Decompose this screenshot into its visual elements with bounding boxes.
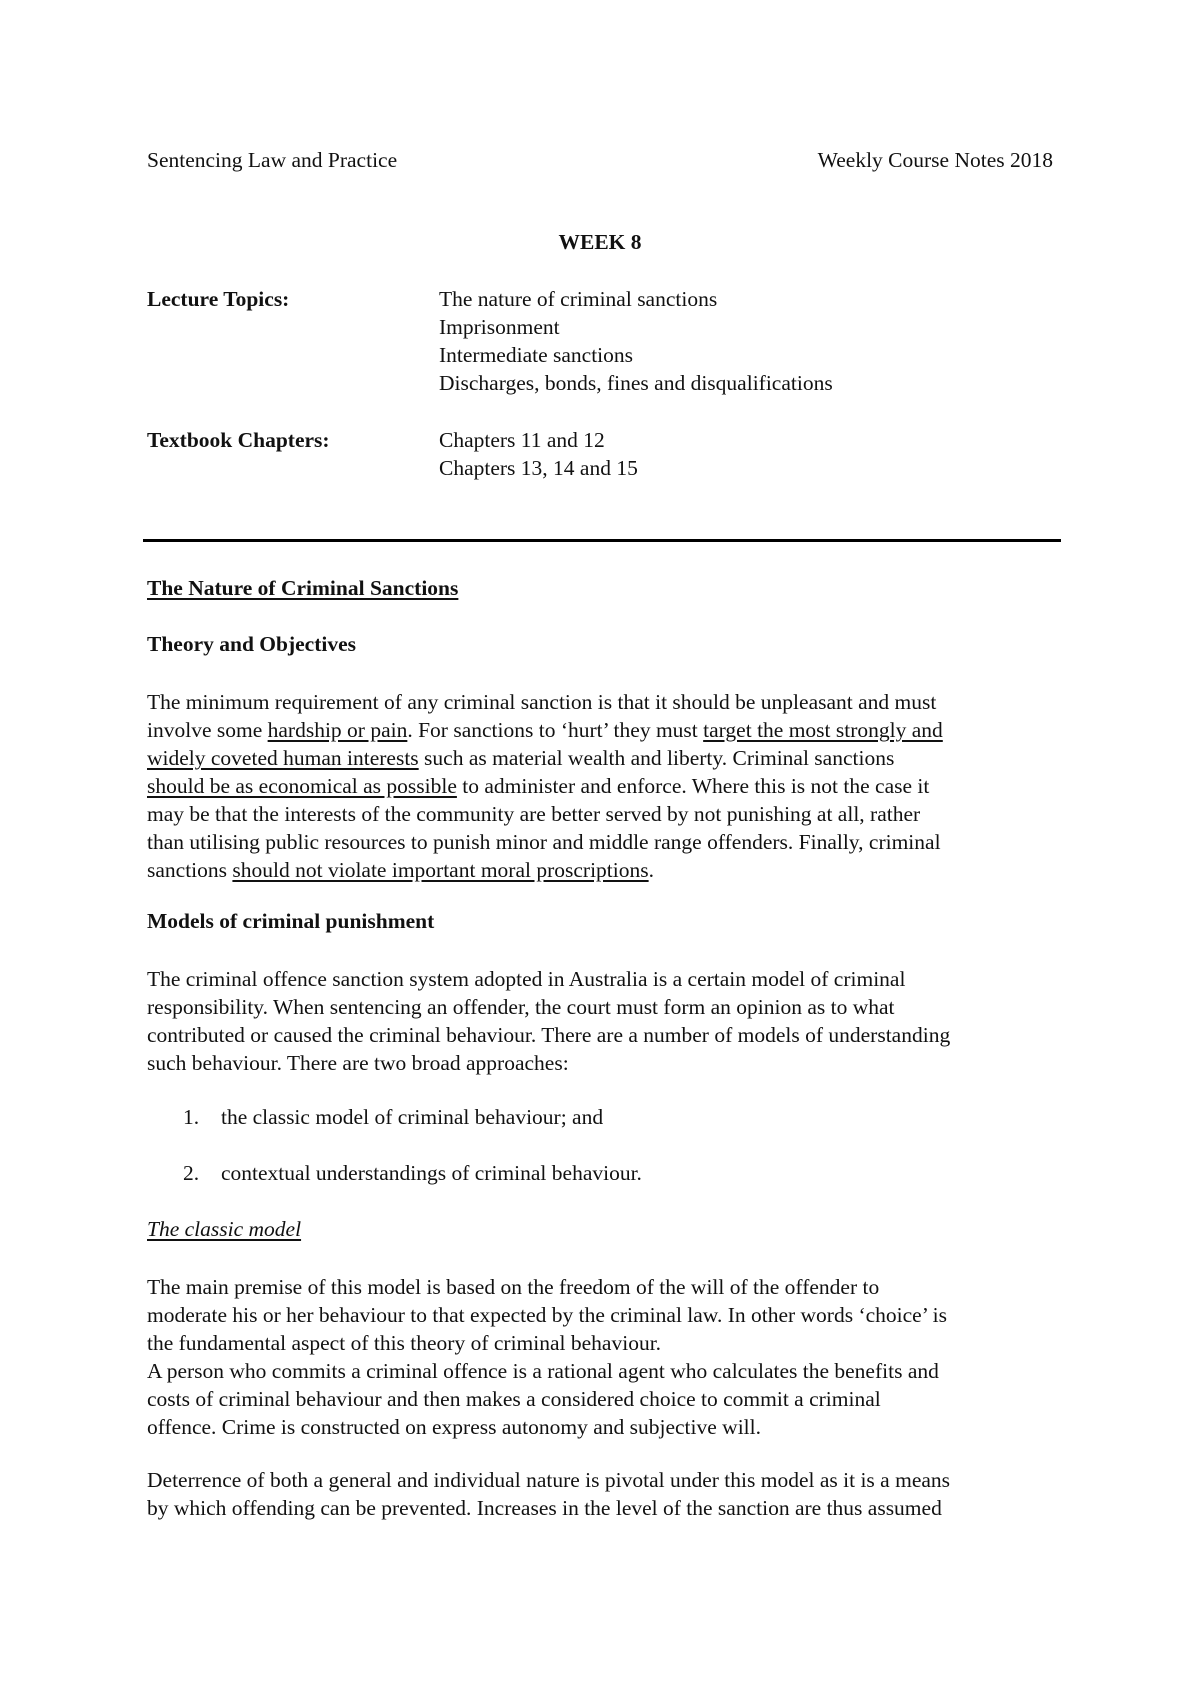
header-course-title: Sentencing Law and Practice: [147, 148, 398, 172]
paragraph-models: The criminal offence sanction system adopted in Australia is a certain model of criminal responsibility. When sentencing an offender, the court must form an opinion as to what contributed or caused the criminal behaviour. There are a number of models of understanding such behaviour. There are two broad approaches:: [147, 967, 951, 1075]
lecture-topics-label: Lecture Topics:: [147, 287, 290, 311]
paragraph-deterrence: Deterrence of both a general and individual nature is pivotal under this model as it is a means by which offending can be prevented. Increases in the level of the sanction are thus assumed: [147, 1468, 951, 1520]
week-title: WEEK 8: [558, 230, 642, 254]
textbook-chapter-item: Chapters 11 and 12: [439, 428, 605, 452]
lecture-topic-item: Discharges, bonds, fines and disqualifications: [439, 371, 833, 395]
section-heading: The Nature of Criminal Sanctions: [147, 576, 459, 600]
lecture-topic-item: The nature of criminal sanctions: [439, 287, 718, 311]
lecture-topic-item: Imprisonment: [439, 315, 560, 339]
list-item: 2. contextual understandings of criminal behaviour.: [183, 1161, 642, 1185]
textbook-chapter-item: Chapters 13, 14 and 15: [439, 456, 638, 480]
subsection-heading: Models of criminal punishment: [147, 909, 435, 933]
subsection-heading-italic: The classic model: [147, 1217, 302, 1241]
textbook-chapters-label: Textbook Chapters:: [147, 428, 330, 452]
paragraph-classic-model: The main premise of this model is based on the freedom of the will of the offender to moderate his or her behaviour to that expected by the criminal law. In other words ‘choice’ is the fundamental aspect of this theory of criminal behaviour. A person who commits a criminal offence is a rational agent who calculates the benefits and costs of criminal behaviour and then makes a considered choice to commit a criminal offence. Crime is constructed on express autonomy and subjective will.: [147, 1275, 947, 1439]
lecture-topic-item: Intermediate sanctions: [439, 343, 634, 367]
subsection-heading: Theory and Objectives: [147, 632, 357, 656]
section-divider: [143, 539, 1061, 542]
list-item: 1. the classic model of criminal behaviour; and: [183, 1105, 604, 1129]
header-notes-label: Weekly Course Notes 2018: [817, 148, 1053, 172]
paragraph-theory: The minimum requirement of any criminal sanction is that it should be unpleasant and must involve some hardship or pain. For sanctions to ‘hurt’ they must target the most strongly and widely coveted human interests such as material wealth and liberty. Criminal sanctions should be as economical as possible to administer and enforce. Where this is not the case it may be that the interests of the community are better served by not punishing at all, rather than utilising public resources to punish minor and middle range offenders. Finally, criminal sanctions should not violate important moral proscriptions.: [147, 690, 943, 882]
